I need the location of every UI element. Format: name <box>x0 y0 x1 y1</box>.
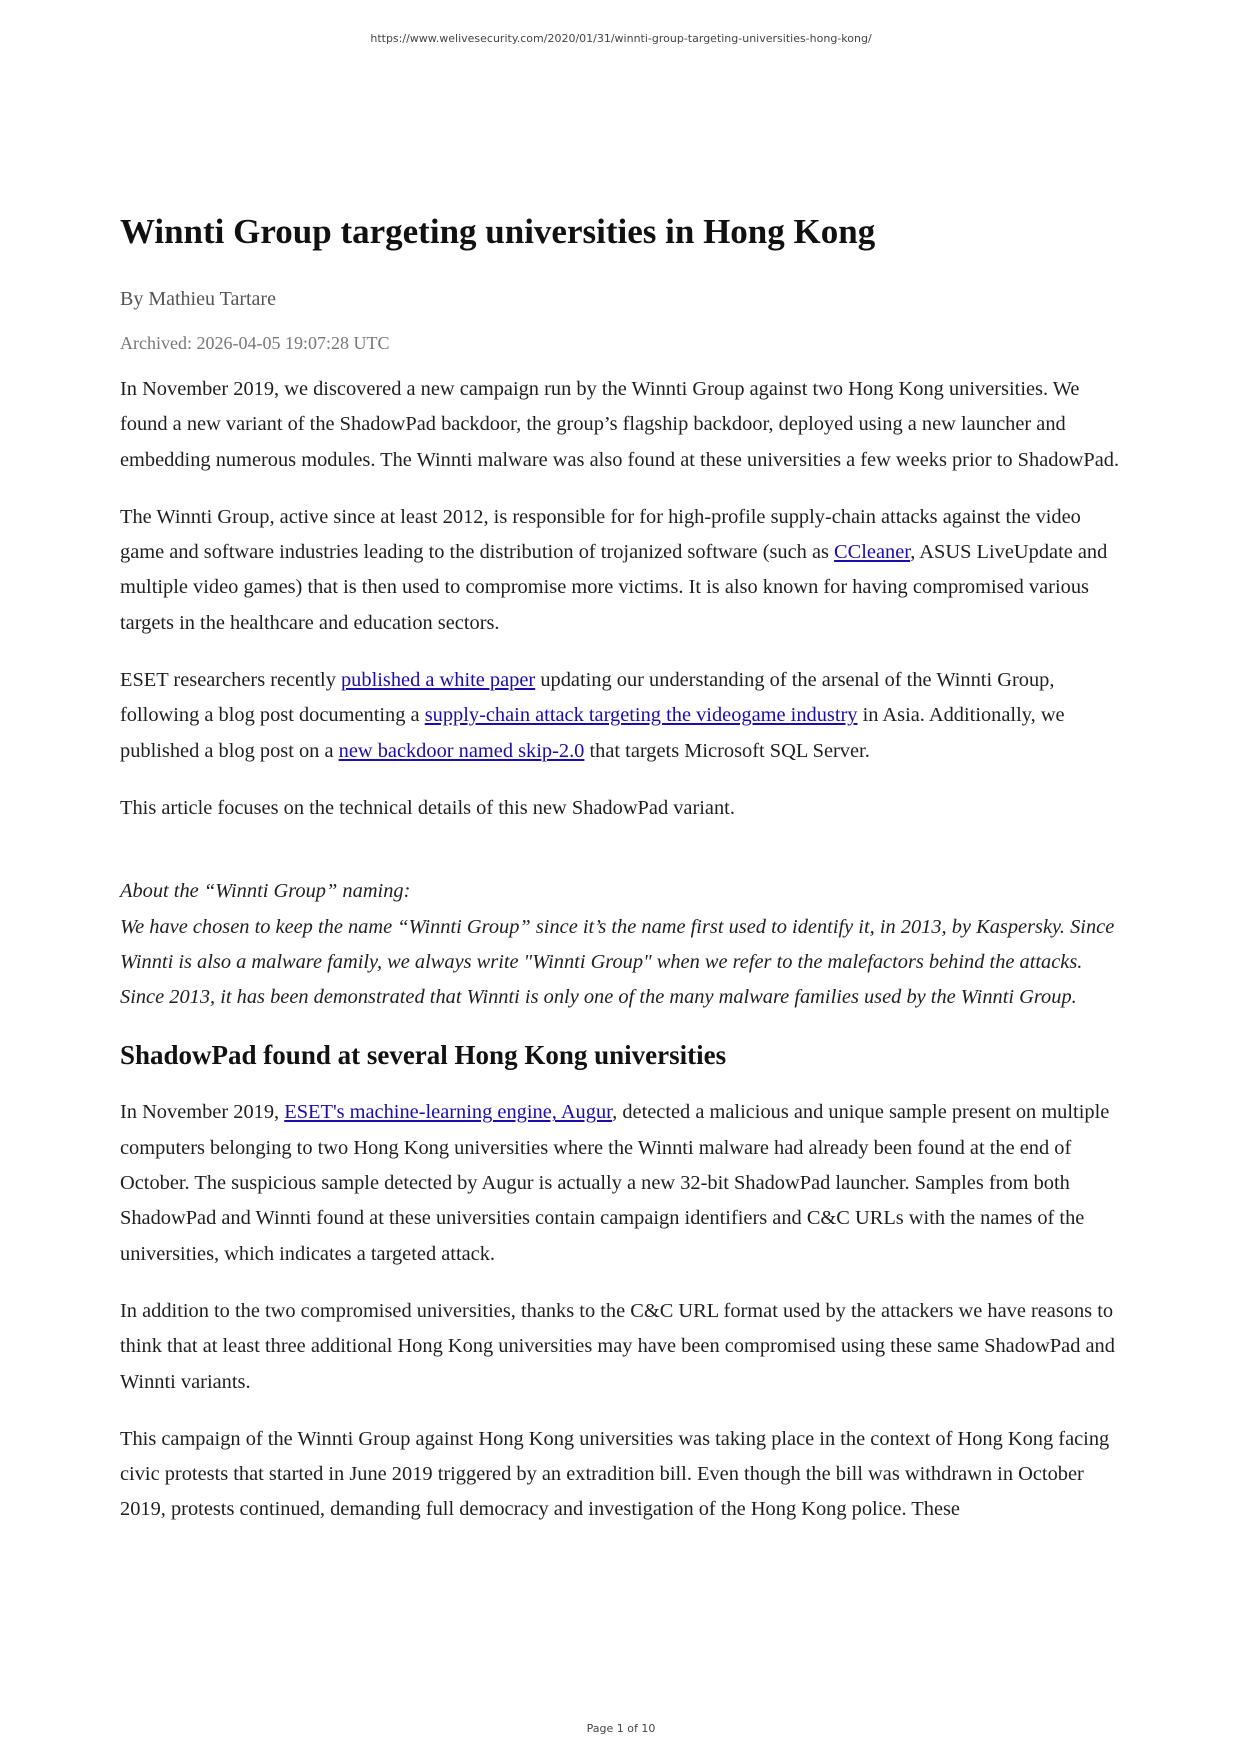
link-white-paper[interactable]: published a white paper <box>340 669 536 692</box>
paragraph-winnti-background <box>120 500 1130 641</box>
archived-timestamp: Archived: 2026-04-05 19:07:28 UTC <box>120 333 390 353</box>
paragraph-intro: In November 2019, we discovered a new campaign run by the Winnti Group against two Hong Kong universities. We found a new variant of the ShadowPad backdoor, the group’s flagship backdoor, deployed using a new launcher and embedding numerous modules. The Winnti malware was also found at these universities a few weeks prior to ShadowPad. <box>120 378 1120 471</box>
text-segment: , detected a malicious and unique sample present on multiple computers belonging to two Hong Kong universities where the Winnti malware had already been found at the end of October. The suspicious sample detected by Augur is actually a new 32-bit ShadowPad launcher. Samples from both ShadowPad and Winnti found at these universities contain campaign identifiers and C&C URLs with the names of the universities, which indicates a targeted attack. <box>120 1101 1110 1265</box>
paragraph-augur-detection <box>120 1095 1130 1271</box>
section-heading: ShadowPad found at several Hong Kong universities <box>120 1040 727 1071</box>
link-supply-chain-attack[interactable]: supply-chain attack targeting the videogame industry <box>424 704 858 727</box>
article-title: Winnti Group targeting universities in Hong Kong <box>120 212 876 251</box>
text-segment: The Winnti Group, active since at least 2012, is responsible for for high-profile supply-chain attacks against the video game and software industries leading to the distribution of trojanized software (such as <box>120 505 1081 564</box>
paragraph-additional-universities: In addition to the two compromised universities, thanks to the C&C URL format used by the attackers we have reasons to think that at least three additional Hong Kong universities may have been compromised using these same ShadowPad and Winnti variants. <box>120 1299 1115 1393</box>
paragraph-eset-research <box>120 663 1130 769</box>
paragraph-context: This campaign of the Winnti Group against Hong Kong universities was taking place in the context of Hong Kong facing civic protests that started in June 2019 triggered by an extradition bill. Even though the bill was withdrawn in October 2019, protests continued, demanding full democracy and investigation of the Hong Kong police. These <box>120 1427 1110 1521</box>
link-ccleaner[interactable]: CCleaner <box>834 541 911 564</box>
page-number: Page 1 of 10 <box>586 1722 656 1735</box>
text-segment: , ASUS LiveUpdate and multiple video games) that is then used to compromise more victims. It is also known for having compromised various targets in the healthcare and education sectors. <box>120 541 1108 634</box>
source-url: https://www.welivesecurity.com/2020/01/31/winnti-group-targeting-universities-hong-kong/ <box>370 32 872 45</box>
link-skip-2-backdoor[interactable]: new backdoor named skip-2.0 <box>338 739 585 762</box>
text-segment: in Asia. Additionally, we published a blog post on a <box>120 704 1065 762</box>
text-segment: In November 2019, <box>120 1101 285 1124</box>
naming-note <box>120 874 1130 1015</box>
byline: By Mathieu Tartare <box>120 288 276 310</box>
text-segment: updating our understanding of the arsenal of the Winnti Group, following a blog post documenting a <box>120 669 1055 727</box>
link-augur[interactable]: ESET's machine-learning engine, Augur <box>284 1101 613 1124</box>
note-heading: About the “Winnti Group” naming: <box>120 880 411 903</box>
text-segment: ESET researchers recently <box>120 669 341 692</box>
text-segment: that targets Microsoft SQL Server. <box>584 739 870 762</box>
paragraph-focus: This article focuses on the technical details of this new ShadowPad variant. <box>120 796 735 819</box>
note-body: We have chosen to keep the name “Winnti Group” since it’s the name first used to identify it, in 2013, by Kaspersky. Since Winnti is also a malware family, we always write "Winnti Group" when we refer to the malefactors behind the attacks. Since 2013, it has been demonstrated that Winnti is only one of the many malware families used by the Winnti Group. <box>120 915 1115 1009</box>
article <box>120 210 1130 1550</box>
